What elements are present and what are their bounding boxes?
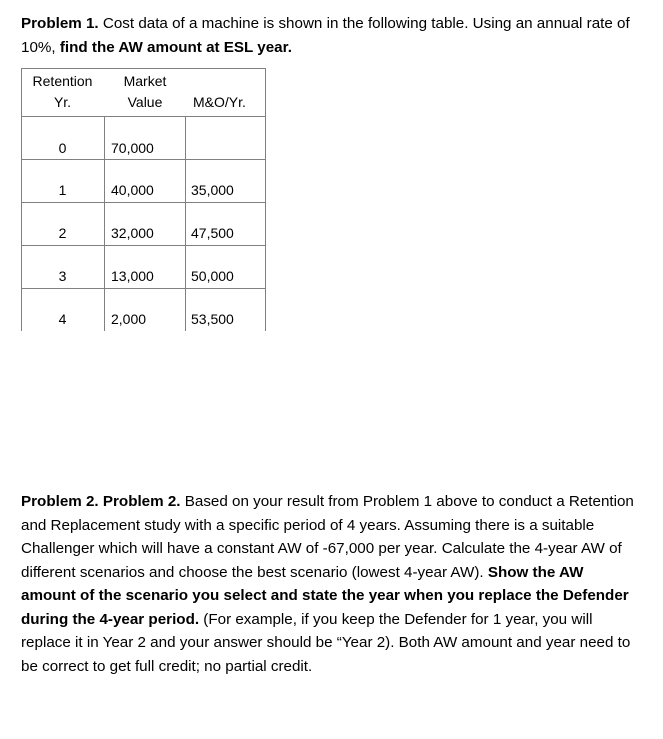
problem-2-example: (For example, if you keep the Defender for 1 year, you will replace it in Year 2 and your answer should be “Year 2). Both AW amount and year need to be correct to get full credit; no partial credit. <box>21 610 631 675</box>
table-cell-mo: 53,500 <box>191 311 234 327</box>
problem-2-text: Based on your result from Problem 1 above to conduct a Retention and Replacement study with a specific period of 4 years. Assuming there is a suitable Challenger which will have a constant AW of -67,000 per year. Calculate the 4-year AW of different scenarios and choose the best scenario (lowest 4-year AW). <box>21 493 634 581</box>
table-cell-year: 4 <box>58 311 67 327</box>
table-cell-market-value: 32,000 <box>111 225 154 241</box>
header-market-value <box>107 73 183 111</box>
table-cell-market-value: 70,000 <box>111 140 154 156</box>
table-cell-mo: 50,000 <box>191 268 234 284</box>
header-retention-line2: Yr. <box>53 94 72 110</box>
table-cell-market-value: 2,000 <box>111 311 147 327</box>
table-cell-market-value: 40,000 <box>111 182 154 198</box>
table-cell-mo: 35,000 <box>191 182 234 198</box>
column-divider-1 <box>104 116 105 331</box>
table-cell-year: 3 <box>58 268 67 284</box>
table-cell-year: 1 <box>58 182 67 198</box>
cost-data-table <box>21 68 266 331</box>
table-top-border <box>21 68 266 69</box>
problem-1-text: Cost data of a machine is shown in the following table. Using an annual rate of 10%, <box>21 15 630 56</box>
header-market-line1: Market <box>123 73 167 89</box>
table-cell-year: 0 <box>58 140 67 156</box>
header-retention-line1: Retention <box>32 73 93 89</box>
problem-1-task: find the AW amount at ESL year. <box>59 38 292 56</box>
table-right-border <box>265 68 266 331</box>
table-cell-market-value: 13,000 <box>111 268 154 284</box>
header-mo-per-year: M&O/Yr. <box>193 94 246 110</box>
problem-2-task: Show the AW amount of the scenario you select and state the year when you replace the Defender during the 4-year period. <box>21 563 629 628</box>
row-divider <box>21 288 266 289</box>
problem-2-label: Problem 2. Problem 2. <box>21 493 181 510</box>
table-cell-mo: 47,500 <box>191 225 234 241</box>
problem-2-statement <box>21 490 641 678</box>
column-divider-2 <box>185 116 186 331</box>
row-divider <box>21 245 266 246</box>
row-divider <box>21 202 266 203</box>
problem-1-statement <box>21 12 641 59</box>
header-market-line2: Value <box>127 94 163 110</box>
problem-1-label: Problem 1. <box>21 15 99 32</box>
table-cell-year: 2 <box>58 225 67 241</box>
header-retention-year <box>21 73 104 111</box>
header-divider <box>21 116 266 117</box>
row-divider <box>21 159 266 160</box>
